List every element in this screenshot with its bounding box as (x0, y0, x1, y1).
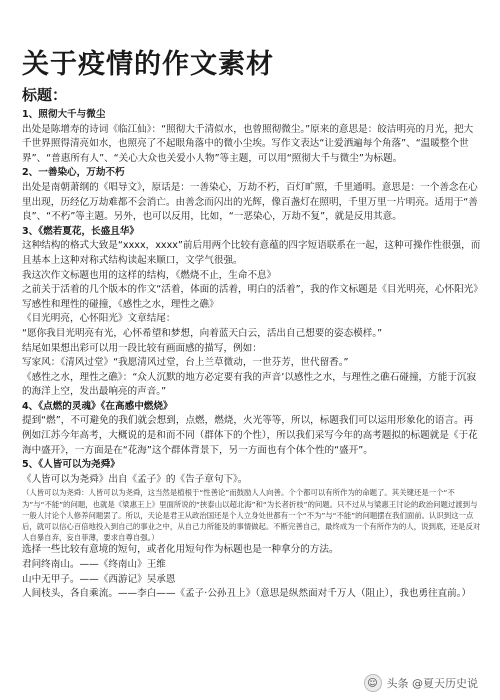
paragraph: 《感性之水，理性之礁》：“众人沉默的地方必定要有我的声音’以感性之水，与理性之礁石碰撞，方能于沉寂的海洋上空，发出最响亮的声音。” (22, 371, 477, 398)
avatar-icon: ☺ (364, 674, 382, 692)
document-body (22, 108, 482, 602)
watermark-text: 头条 @夏天历史说 (386, 677, 478, 690)
paragraph: 山中无甲子。——《西游记》吴承恩 (22, 573, 176, 585)
paragraph: 提到“燃”，不可避免的我们就会想到，点燃，燃烧，火光等等，所以，标题我们可以运用形象化的语言。再例如江苏今年高考，大概说的是和而不同（群体下的个性），所以我们采写今年的高考题拟的标题就是《于花海中盛开》，一方面是在“花海”这个群体背景下，另一方面也有个体个性的“盛开”。 (22, 415, 478, 456)
paragraph: 《人皆可以为尧舜》出自《孟子》的《告子章句下》。 (22, 473, 248, 485)
section-label: 标题： (22, 86, 68, 104)
paragraph: 君问终南山。——《终南山》王维 (22, 559, 166, 571)
section-heading: 3、《燃若夏花，长盛且华》 (22, 225, 139, 237)
footnote-paragraph: （人皆可以为尧舜：人皆可以为尧舜，这当然是植根于“性善论”而鼓励人人向善。个个都可以有所作为的命题了。其关键还是一个“不为”与“不能”的问题，也就是《梁惠王上》里面所说的“挟泰山以超北海”和“为长者折枝”的问题。只不过从与梁惠王讨论的政治问题过渡到与一般人讨论个人修养问题罢了。所以，天论是君王从政治国还是个人立身处世都有一个“不为”与“不能”的问题摆在我们面前。认识到这一点后，就可以信心百倍地投入到自己的事业之中，从自己力所能及的事情做起。不断完善自己，最终成为一个有所作为的人，说到底，还是反对人自暴自弃，妄自菲薄，要求自尊自强。） (22, 488, 481, 543)
paragraph: 写家风：《清风过堂》“我愿清风过堂，台上兰草微动，一世芬芳，世代留香。” (22, 357, 349, 369)
paragraph: 写感性和理性的碰撞，《感性之水，理性之礁》 (22, 298, 219, 310)
paragraph: 出处是南朝萧纲的《唱导文》，原话是：一善染心，万劫不朽，百灯旷照，千里通明。意思是：一个善念在心里出现，历经亿万劫难都不会消亡。由善念而闪出的光辉，像百盏灯在照明，千里万里一片明亮。适用于“善良”、“不朽”等主题。另外，也可以反用，比如，“一恶染心，万劫不复”，就是反用其意。 (22, 181, 478, 223)
paragraph: 出处是陈增寿的诗词《临江仙》：“照彻大千清似水，也曾照彻微尘。”原来的意思是：皎洁明亮的月光，把大千世界照得清亮如水，也照亮了不起眼角落中的微小尘埃。写作文表达“让爱洒遍每个角落”、“温暖整个世界”、“普惠所有人”、“关心大众也关爱小人物”等主题，可以用“照彻大千与微尘”为标题。 (22, 123, 474, 164)
paragraph: 结尾如果想出彩可以用一段比较有画面感的描写，例如： (22, 342, 262, 354)
paragraph: 《目光明亮，心怀阳光》文章结尾： (22, 313, 176, 325)
section-heading: 4、《点燃的灵魂》《在高感中燃烧》 (22, 400, 173, 412)
watermark (364, 674, 479, 692)
paragraph: 之前关于活着的几个版本的作文“活着，体面的活着，明白的活着”，我的作文标题是《目光明亮，心怀阳光》 (22, 284, 483, 296)
paragraph: 选择一些比较有意境的短句，或者化用短句作为标题也是一种拿分的方法。 (22, 544, 339, 556)
section-heading: 2、一善染心，万劫不朽 (22, 167, 125, 179)
paragraph: 人间枝头，各自乘流。——李白——《孟子·公孙丑上》（意思是纵然面对千万人（阻止），我也勇往直前。） (22, 588, 472, 600)
section-heading: 5、《人皆可以为尧舜》 (22, 459, 120, 471)
paragraph: 这种结构的格式大致是“xxxx，xxxx”前后用两个比较有意蕴的四字短语联系在一起，这种可操作性很强，而且基本上这种对称式结构读起来顺口，文学气很强。 (22, 240, 481, 266)
section-heading: 1、照彻大千与微尘 (22, 109, 106, 120)
paragraph: 我这次作文标题也用的这样的结构，《燃烧不止，生命不息》 (22, 269, 277, 281)
paragraph: “愿你我目光明亮有光，心怀希望和梦想，向着蓝天白云，活出自己想要的姿态模样。” (22, 327, 383, 339)
page-title: 关于疫情的作文素材 (22, 49, 274, 80)
